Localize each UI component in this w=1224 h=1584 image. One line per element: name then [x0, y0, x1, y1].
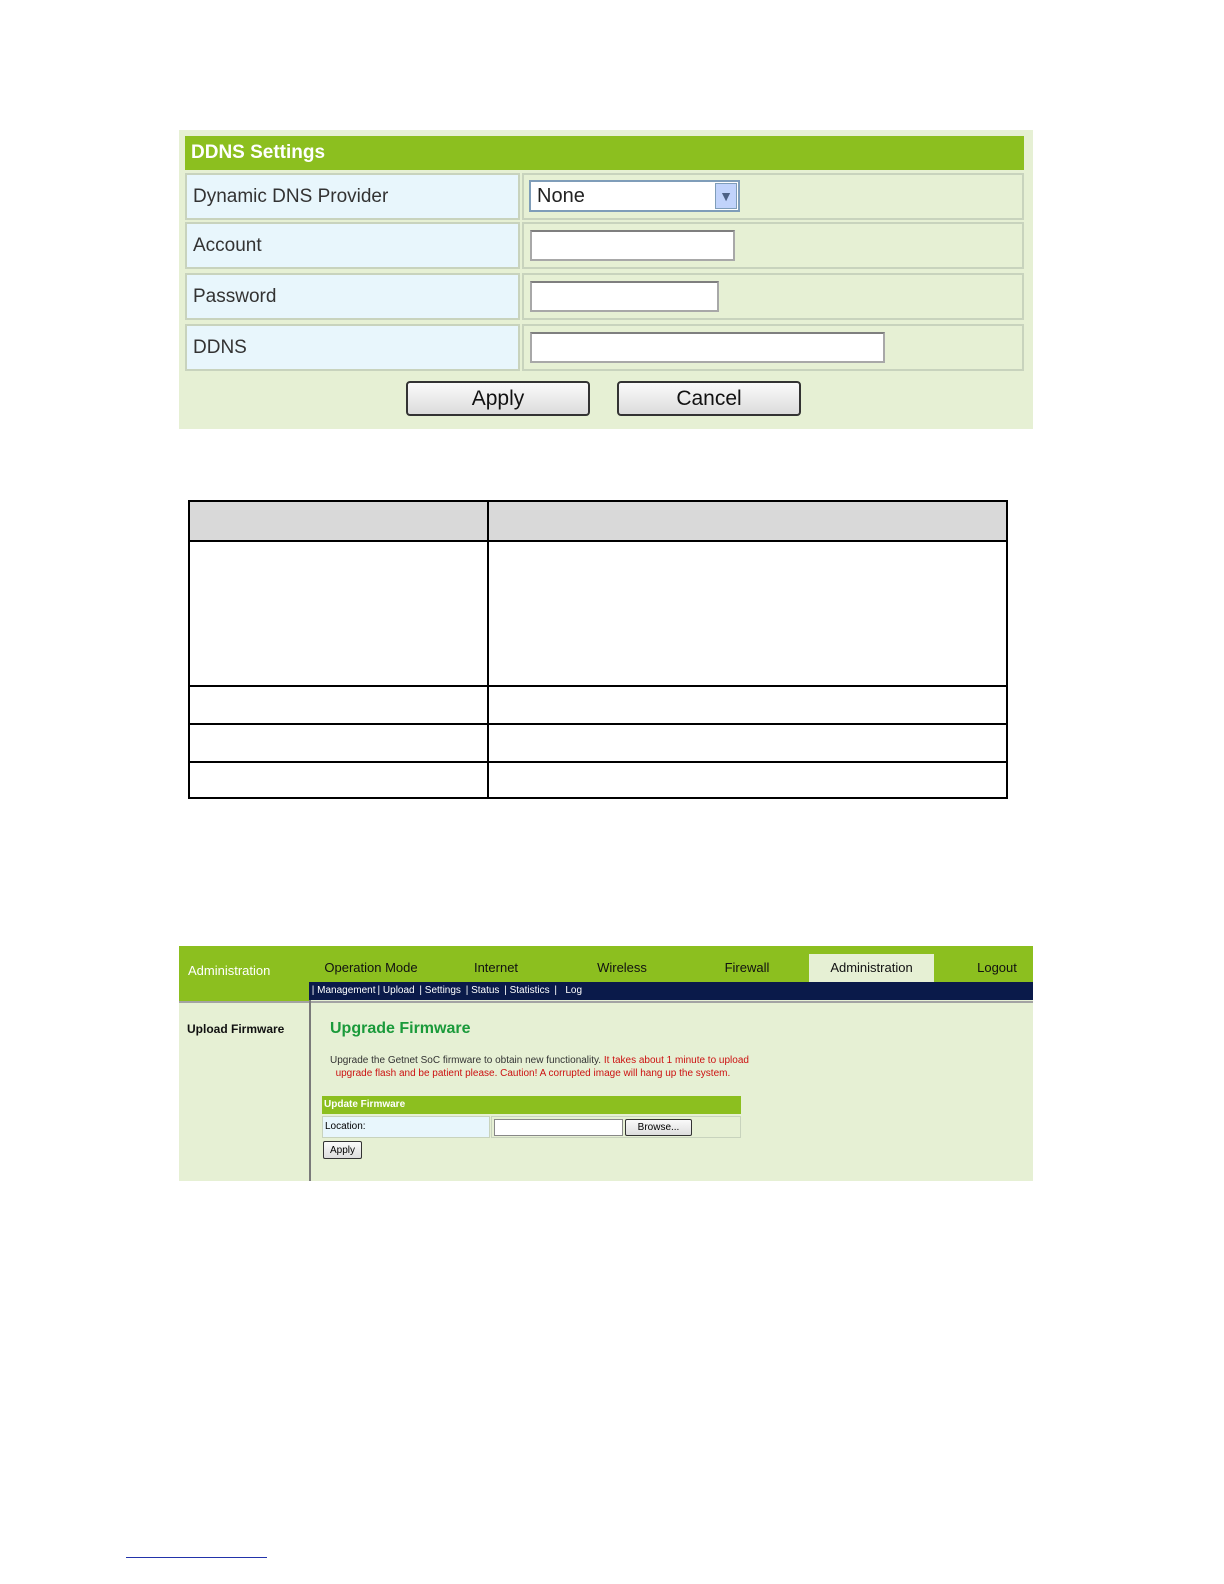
- update-firmware-table: [322, 1096, 741, 1139]
- cancel-button[interactable]: Cancel: [617, 381, 801, 416]
- tab-wireless[interactable]: Wireless: [597, 960, 647, 975]
- ddns-account-row: [185, 222, 1024, 269]
- ddns-provider-value: None: [537, 185, 585, 207]
- left-nav-title: Administration: [188, 963, 271, 978]
- subnav-settings[interactable]: Settings: [424, 985, 461, 996]
- subnav-upload[interactable]: Upload: [382, 985, 415, 996]
- chevron-down-icon[interactable]: ▼: [715, 183, 737, 209]
- tab-firewall[interactable]: Firewall: [724, 960, 770, 975]
- ddns-hostname-cell: [522, 324, 1024, 371]
- ddns-hostname-label: DDNS: [185, 324, 520, 371]
- tab-administration[interactable]: Administration: [809, 954, 934, 982]
- ddns-account-label: Account: [185, 222, 520, 269]
- ddns-account-cell: [522, 222, 1024, 269]
- ddns-settings-title: DDNS Settings: [185, 136, 1024, 170]
- ddns-provider-cell: [522, 173, 1024, 220]
- tab-internet[interactable]: Internet: [473, 960, 519, 975]
- row-divider: [190, 723, 1006, 725]
- ddns-hostname-input[interactable]: [530, 332, 885, 363]
- sidebar-item-upload-firmware[interactable]: Upload Firmware: [187, 1022, 285, 1036]
- subnav-statistics[interactable]: Statistics: [509, 985, 550, 996]
- ddns-provider-select[interactable]: [529, 180, 740, 212]
- update-firmware-title: Update Firmware: [322, 1096, 741, 1114]
- location-label: Location:: [322, 1116, 490, 1138]
- ddns-provider-row: [185, 173, 1024, 220]
- header-separator: [179, 1001, 1033, 1003]
- browse-button[interactable]: Browse...: [625, 1119, 692, 1136]
- location-cell: [491, 1116, 741, 1138]
- tab-logout[interactable]: Logout: [977, 960, 1017, 975]
- sidebar-divider: [309, 1000, 311, 1181]
- firmware-apply-button[interactable]: Apply: [323, 1141, 362, 1159]
- ddns-provider-label: Dynamic DNS Provider: [185, 173, 520, 220]
- row-divider: [190, 685, 1006, 687]
- ddns-account-input[interactable]: [530, 230, 735, 261]
- subnav-status[interactable]: Status: [471, 985, 500, 996]
- subnav-management[interactable]: Management: [317, 985, 376, 996]
- warning-text-2: upgrade flash and be patient please. Caution! A corrupted image will hang up the system.: [335, 1068, 731, 1079]
- tab-operation-mode[interactable]: Operation Mode: [324, 960, 418, 975]
- info-text: Upgrade the Getnet SoC firmware to obtain new functionality.: [330, 1055, 602, 1066]
- description-table: [188, 500, 1008, 799]
- left-nav-header: [179, 946, 309, 1001]
- column-divider: [487, 502, 489, 797]
- upgrade-info-text: [330, 1054, 790, 1080]
- description-table-header: [190, 502, 1006, 542]
- row-divider: [190, 761, 1006, 763]
- ddns-password-input[interactable]: [530, 281, 719, 312]
- location-input[interactable]: [494, 1119, 623, 1136]
- ddns-password-label: Password: [185, 273, 520, 320]
- admin-upload-panel: [179, 946, 1033, 1181]
- page-title: Upgrade Firmware: [330, 1020, 471, 1037]
- footnote-rule: [126, 1557, 267, 1558]
- warning-text: It takes about 1 minute to upload: [603, 1055, 749, 1066]
- apply-button[interactable]: Apply: [406, 381, 590, 416]
- ddns-settings-panel: [179, 130, 1033, 429]
- ddns-password-row: [185, 273, 1024, 320]
- ddns-hostname-row: [185, 324, 1024, 371]
- subnav-log[interactable]: Log: [565, 985, 583, 996]
- sub-nav-bar: | Management | Upload | Settings | Status | Statistics | Log: [309, 982, 1033, 1000]
- ddns-password-cell: [522, 273, 1024, 320]
